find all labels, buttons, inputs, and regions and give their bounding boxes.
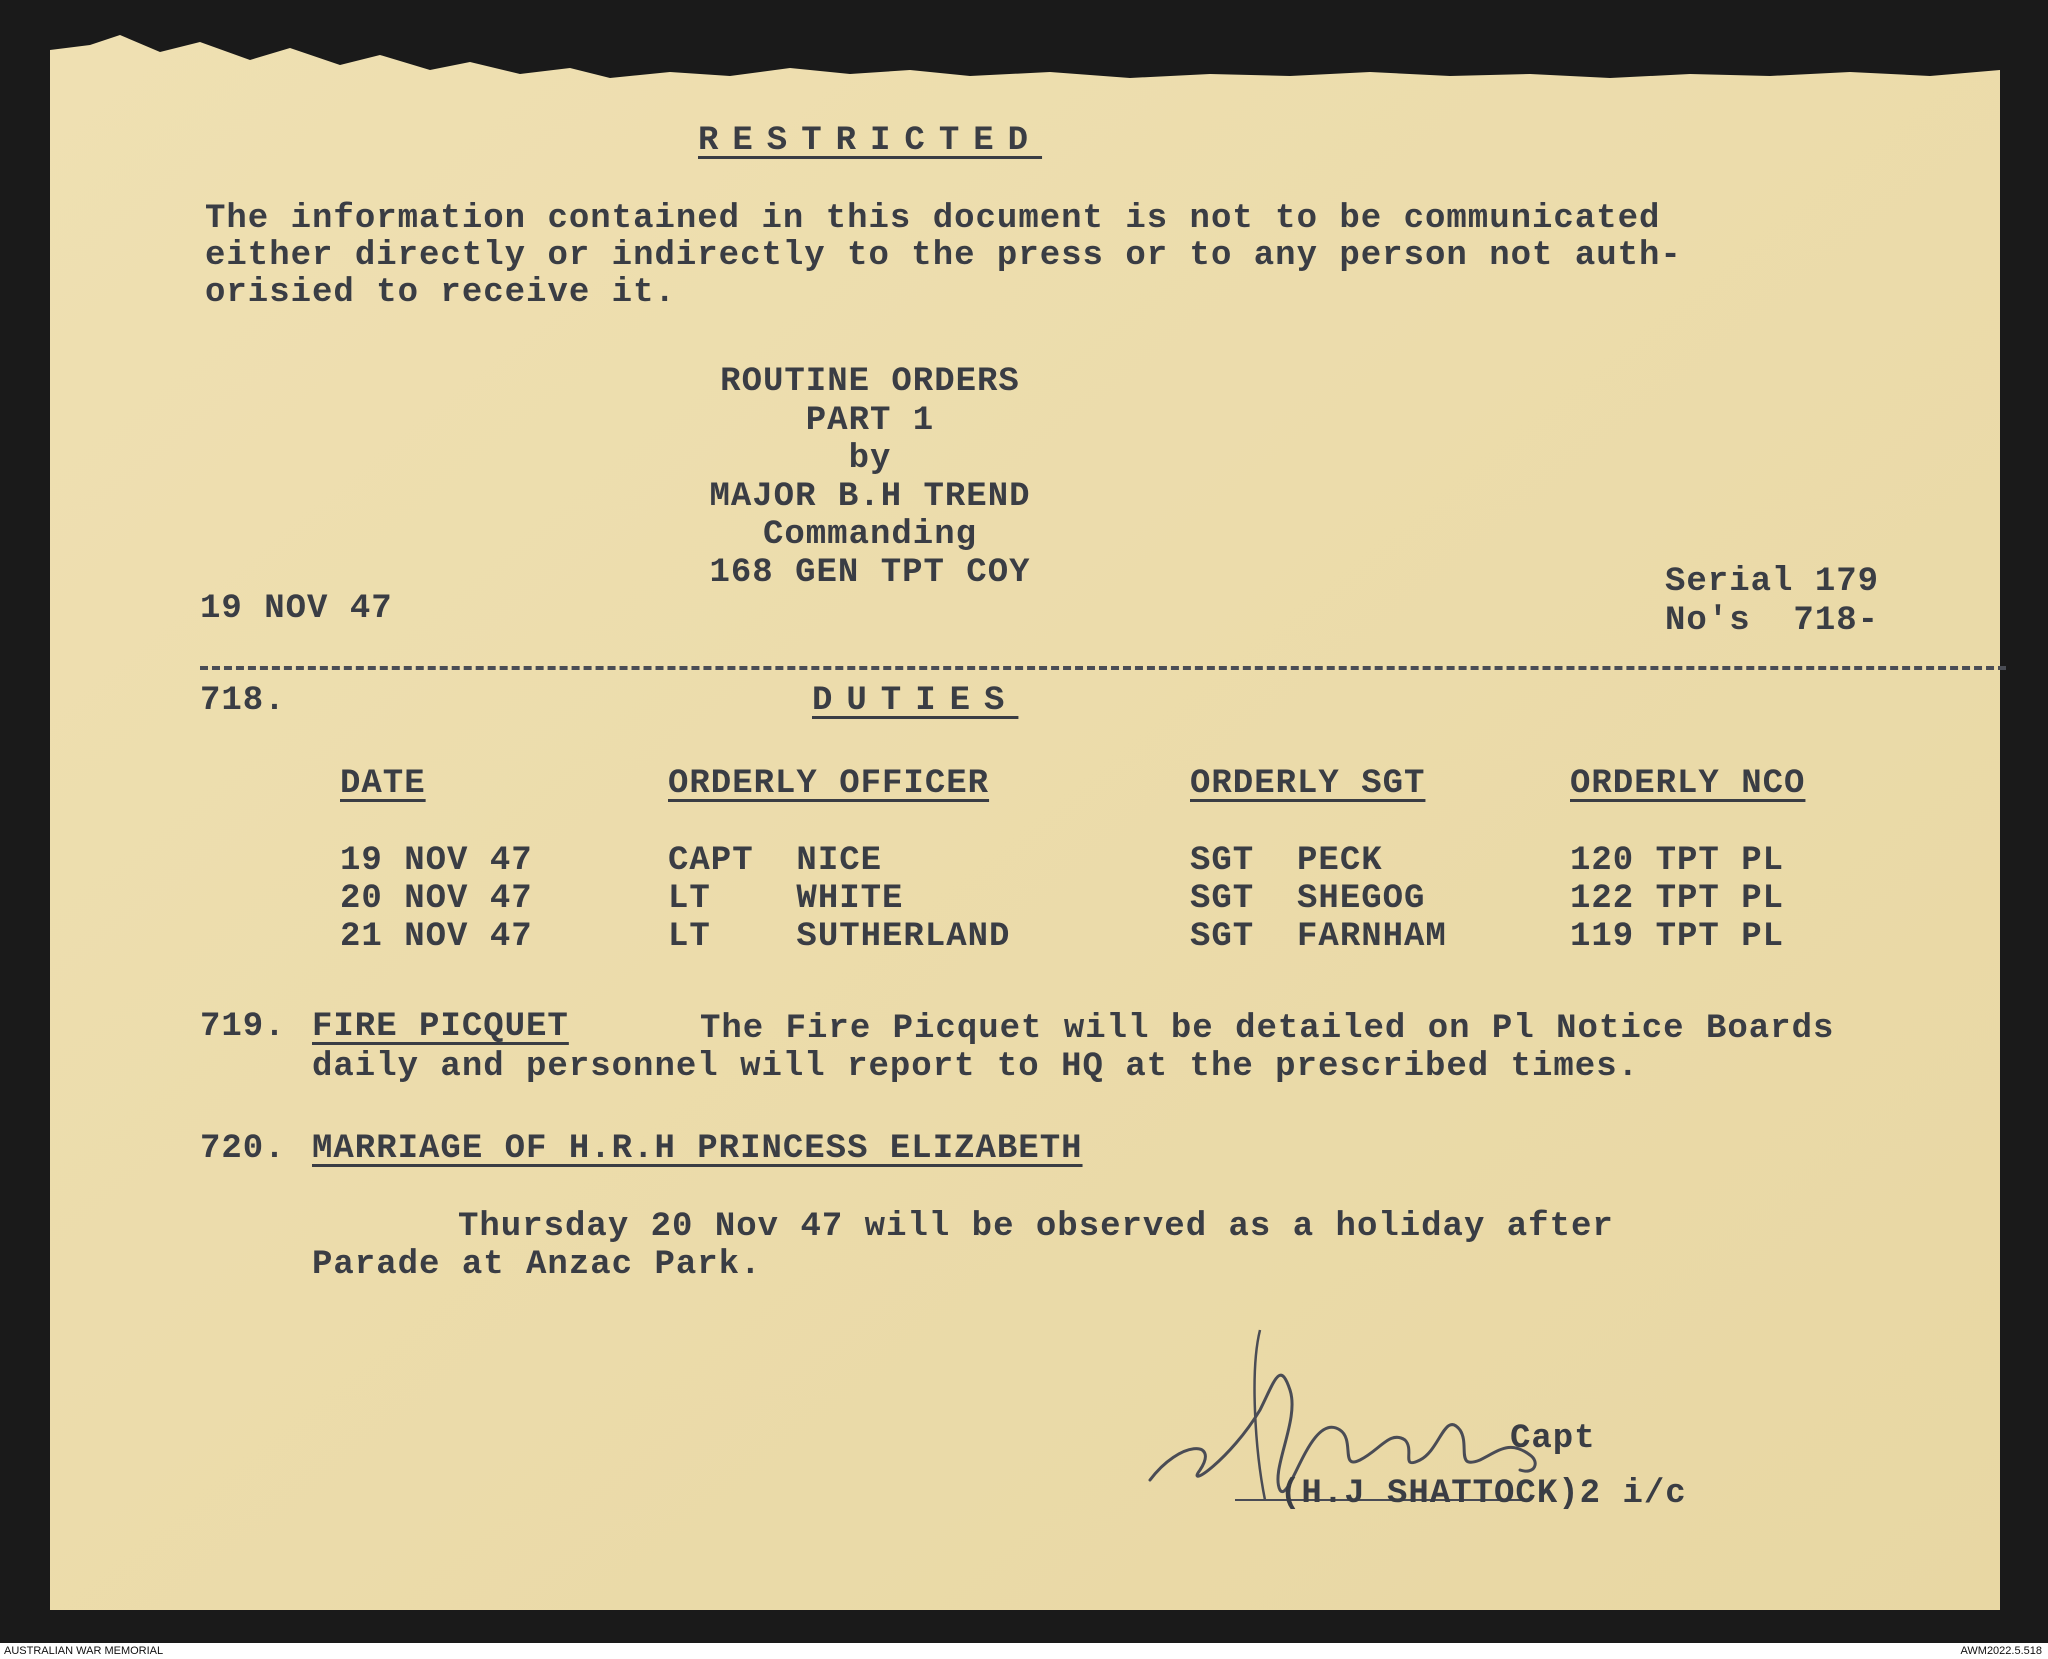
archive-reference: AWM2022.5.518	[1960, 1645, 2042, 1657]
restricted-notice-line-1: The information contained in this document is not to be communicated	[205, 200, 1661, 238]
fire-picquet-text-line-1: The Fire Picquet will be detailed on Pl Notice Boards	[700, 1010, 1835, 1048]
royal-marriage-text-line-2: Parade at Anzac Park.	[312, 1246, 762, 1284]
title-line-commander: MAJOR B.H TREND	[709, 478, 1031, 516]
order-719-number: 719.	[200, 1008, 286, 1046]
signatory-rank: Capt	[1510, 1420, 1596, 1458]
document-sheet	[50, 30, 2000, 1610]
royal-marriage-text-line-1: Thursday 20 Nov 47 will be observed as a holiday after	[458, 1208, 1614, 1246]
title-line-part: PART 1	[805, 402, 935, 440]
duties-heading: DUTIES	[812, 682, 1019, 720]
duty-nco: 122 TPT PL	[1570, 880, 1785, 918]
fire-picquet-heading: FIRE PICQUET	[312, 1008, 569, 1046]
section-divider	[200, 666, 2006, 670]
duty-date: 19 NOV 47	[340, 842, 533, 880]
column-header-orderly-nco: ORDERLY NCO	[1570, 765, 1806, 803]
title-line-commanding: Commanding	[762, 516, 978, 554]
title-line-unit: 168 GEN TPT COY	[709, 554, 1031, 592]
order-718-number: 718.	[200, 682, 286, 720]
fire-picquet-text-line-2: daily and personnel will report to HQ at the prescribed times.	[312, 1048, 1640, 1086]
royal-marriage-heading: MARRIAGE OF H.R.H PRINCESS ELIZABETH	[312, 1130, 1083, 1168]
restricted-notice-line-2: either directly or indirectly to the press or to any person not auth-	[205, 237, 1682, 275]
duty-officer: LT SUTHERLAND	[668, 918, 1011, 956]
duty-date: 21 NOV 47	[340, 918, 533, 956]
title-line-by: by	[848, 440, 892, 478]
archive-footer	[0, 1643, 2048, 1659]
duty-sgt: SGT FARNHAM	[1190, 918, 1447, 956]
duty-nco: 119 TPT PL	[1570, 918, 1785, 956]
restricted-notice-line-3: orisied to receive it.	[205, 274, 676, 312]
duty-officer: LT WHITE	[668, 880, 904, 918]
column-header-orderly-officer: ORDERLY OFFICER	[668, 765, 990, 803]
duty-nco: 120 TPT PL	[1570, 842, 1785, 880]
document-date: 19 NOV 47	[200, 590, 393, 628]
duty-sgt: SGT PECK	[1190, 842, 1383, 880]
order-720-number: 720.	[200, 1130, 286, 1168]
archive-name: AUSTRALIAN WAR MEMORIAL	[4, 1645, 164, 1657]
title-line-routine-orders: ROUTINE ORDERS	[720, 363, 1020, 401]
order-numbers: No's 718-	[1665, 602, 1880, 640]
duty-officer: CAPT NICE	[668, 842, 883, 880]
restricted-heading: RESTRICTED	[698, 122, 1043, 160]
signatory-typed-name: (H.J SHATTOCK)2 i/c	[1280, 1475, 1687, 1513]
serial-number: Serial 179	[1665, 563, 1880, 601]
column-header-date: DATE	[340, 765, 426, 803]
column-header-orderly-sgt: ORDERLY SGT	[1190, 765, 1426, 803]
duty-date: 20 NOV 47	[340, 880, 533, 918]
duty-sgt: SGT SHEGOG	[1190, 880, 1426, 918]
